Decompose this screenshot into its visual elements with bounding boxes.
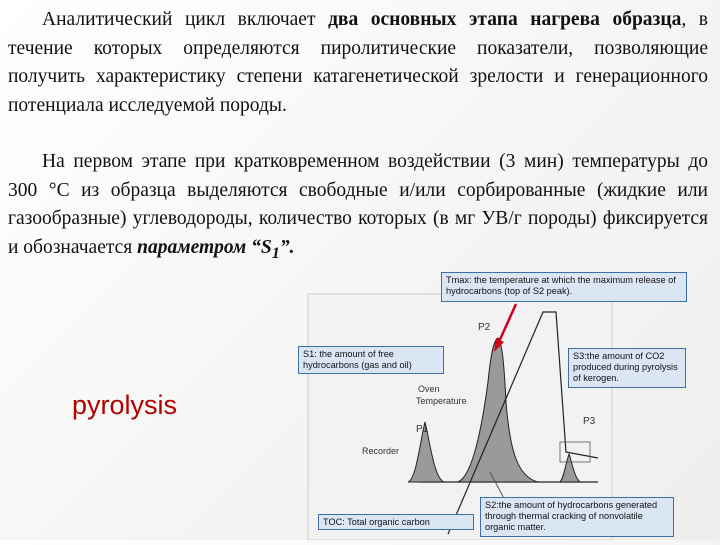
paragraph-1-bold-sample: образца — [612, 9, 682, 30]
parameter-label: параметром “S — [137, 236, 272, 258]
p1-label: P1 — [416, 424, 429, 435]
s2-callout: S2:the amount of hydrocarbons generated through thermal cracking of nonvolatile organic matter. — [480, 497, 674, 537]
paragraph-1-bold-heating-stages: два основных этапа нагрева — [328, 9, 600, 30]
parameter-subscript: 1 — [271, 243, 280, 262]
toc-callout: TOC: Total organic carbon — [318, 514, 474, 530]
pyrolysis-label: pyrolysis — [72, 390, 178, 420]
recorder-label: Recorder — [362, 446, 400, 456]
parameter-end: ”. — [279, 236, 295, 258]
s3-callout: S3:the amount of CO2 produced during pyrolysis of kerogen. — [568, 348, 686, 388]
paragraph-1 — [8, 6, 708, 120]
pyrolysis-figure — [298, 272, 690, 540]
p3-label: P3 — [583, 416, 596, 427]
p2-label: P2 — [478, 322, 491, 333]
paragraph-2-text: На первом этапе при кратковременном воздействии (3 мин) температуры до 300 °С из образца выделяются свободные и/или сорбированные (жидкие или газообразные) углеводороды, количество которых (в мг УВ/г породы) фиксируется и обозначается — [8, 151, 708, 258]
paragraph-1-lead: Аналитический цикл включает — [42, 9, 316, 30]
paragraph-2 — [8, 148, 708, 267]
temperature-label: Temperature — [416, 396, 467, 406]
oven-label: Oven — [418, 384, 440, 394]
tmax-callout: Tmax: the temperature at which the maximum release of hydrocarbons (top of S2 peak). — [441, 272, 687, 302]
paragraph-1-rest: , в течение которых определяются пиролитические показатели, позволяющие получить характеристику степени катагенетической зрелости и генерационного потенциала исследуемой породы. — [8, 9, 709, 116]
s1-callout: S1: the amount of free hydrocarbons (gas and oil) — [298, 346, 444, 374]
